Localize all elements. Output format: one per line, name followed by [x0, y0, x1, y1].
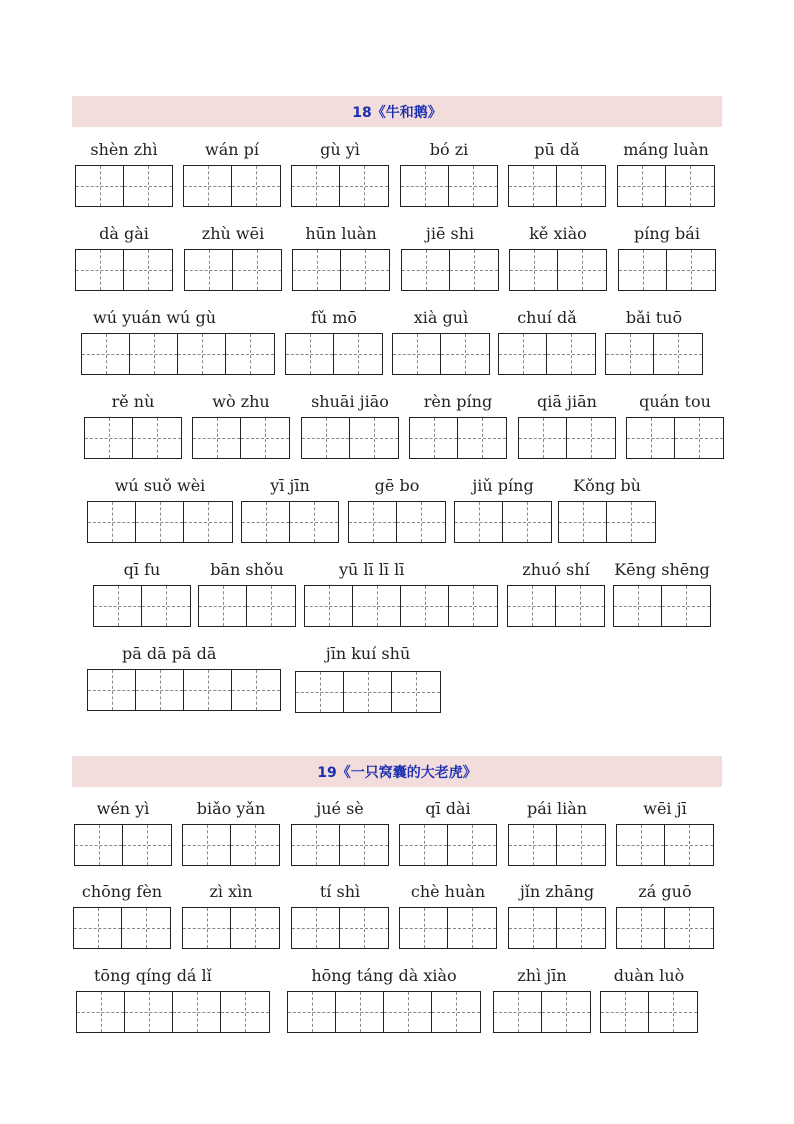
pinyin-label: tōng qíng dá lǐ: [94, 966, 212, 985]
character-boxes[interactable]: [182, 824, 280, 866]
character-boxes[interactable]: [399, 907, 497, 949]
pinyin-label: gē bo: [374, 476, 420, 495]
pinyin-label: wú yuán wú gù: [93, 308, 216, 327]
character-boxes[interactable]: [241, 501, 339, 543]
character-boxes[interactable]: [558, 501, 656, 543]
character-boxes[interactable]: [509, 249, 607, 291]
character-boxes[interactable]: [291, 165, 389, 207]
character-boxes[interactable]: [285, 333, 383, 375]
word-row: [72, 476, 732, 556]
character-boxes[interactable]: [87, 669, 281, 711]
character-boxes[interactable]: [74, 824, 172, 866]
character-boxes[interactable]: [508, 907, 606, 949]
word-row: [72, 308, 732, 388]
character-boxes[interactable]: [81, 333, 275, 375]
character-boxes[interactable]: [616, 824, 714, 866]
pinyin-label: wò zhu: [212, 392, 270, 411]
pinyin-label: gù yì: [320, 140, 360, 159]
character-boxes[interactable]: [399, 824, 497, 866]
pinyin-label: zhuó shí: [522, 560, 590, 579]
pinyin-label: yū lī lī lī: [339, 560, 405, 579]
word-row: [72, 799, 732, 879]
pinyin-label: shèn zhì: [90, 140, 158, 159]
word-row: [72, 966, 732, 1046]
pinyin-label: yī jīn: [270, 476, 310, 495]
character-boxes[interactable]: [400, 165, 498, 207]
character-boxes[interactable]: [73, 907, 171, 949]
character-boxes[interactable]: [498, 333, 596, 375]
character-boxes[interactable]: [301, 417, 399, 459]
pinyin-label: chè huàn: [410, 882, 486, 901]
pinyin-label: qī fu: [123, 560, 161, 579]
character-boxes[interactable]: [184, 249, 282, 291]
character-boxes[interactable]: [617, 165, 715, 207]
word-row: [72, 392, 732, 472]
character-boxes[interactable]: [291, 824, 389, 866]
pinyin-label: bān shǒu: [210, 560, 284, 579]
character-boxes[interactable]: [508, 824, 606, 866]
pinyin-label: jué sè: [316, 799, 364, 818]
character-boxes[interactable]: [192, 417, 290, 459]
word-row: [72, 140, 732, 220]
character-boxes[interactable]: [75, 249, 173, 291]
pinyin-label: Kēng shēng: [614, 560, 710, 579]
character-boxes[interactable]: [518, 417, 616, 459]
pinyin-label: shuāi jiāo: [311, 392, 389, 411]
pinyin-label: fǔ mō: [310, 308, 358, 327]
character-boxes[interactable]: [182, 907, 280, 949]
pinyin-label: máng luàn: [623, 140, 709, 159]
pinyin-label: zhì jīn: [517, 966, 567, 985]
pinyin-label: duàn luò: [613, 966, 685, 985]
character-boxes[interactable]: [93, 585, 191, 627]
character-boxes[interactable]: [75, 165, 173, 207]
pinyin-label: quán tou: [639, 392, 711, 411]
section-title: 18《牛和鹅》: [72, 96, 722, 127]
pinyin-label: tí shì: [319, 882, 361, 901]
pinyin-label: bǎi tuō: [625, 308, 683, 327]
pinyin-label: wēi jī: [643, 799, 687, 818]
character-boxes[interactable]: [183, 165, 281, 207]
character-boxes[interactable]: [618, 249, 716, 291]
pinyin-label: jǐn zhāng: [519, 882, 595, 901]
pinyin-label: kě xiào: [529, 224, 587, 243]
pinyin-label: rèn píng: [423, 392, 493, 411]
character-boxes[interactable]: [84, 417, 182, 459]
pinyin-label: rě nù: [111, 392, 155, 411]
pinyin-label: qī dài: [425, 799, 471, 818]
character-boxes[interactable]: [401, 249, 499, 291]
character-boxes[interactable]: [348, 501, 446, 543]
word-row: [72, 882, 732, 962]
pinyin-label: zá guō: [638, 882, 692, 901]
pinyin-label: jīn kuí shū: [325, 644, 411, 663]
pinyin-label: biǎo yǎn: [196, 799, 266, 818]
character-boxes[interactable]: [87, 501, 233, 543]
pinyin-label: pū dǎ: [534, 140, 580, 159]
word-row: [72, 224, 732, 304]
pinyin-label: hōng táng dà xiào: [311, 966, 457, 985]
pinyin-label: zhù wēi: [201, 224, 265, 243]
character-boxes[interactable]: [507, 585, 605, 627]
character-boxes[interactable]: [287, 991, 481, 1033]
character-boxes[interactable]: [304, 585, 498, 627]
word-row: [72, 644, 732, 724]
character-boxes[interactable]: [392, 333, 490, 375]
pinyin-label: bó zi: [429, 140, 469, 159]
character-boxes[interactable]: [605, 333, 703, 375]
pinyin-label: Kǒng bù: [573, 476, 641, 495]
pinyin-label: qiā jiān: [537, 392, 597, 411]
pinyin-label: wán pí: [205, 140, 259, 159]
character-boxes[interactable]: [508, 165, 606, 207]
character-boxes[interactable]: [76, 991, 270, 1033]
pinyin-label: dà gài: [99, 224, 149, 243]
pinyin-label: xià guì: [413, 308, 469, 327]
character-boxes[interactable]: [493, 991, 591, 1033]
character-boxes[interactable]: [295, 671, 441, 713]
character-boxes[interactable]: [454, 501, 552, 543]
pinyin-label: chōng fèn: [81, 882, 163, 901]
character-boxes[interactable]: [600, 991, 698, 1033]
character-boxes[interactable]: [292, 249, 390, 291]
character-boxes[interactable]: [616, 907, 714, 949]
pinyin-label: chuí dǎ: [517, 308, 577, 327]
word-row: [72, 560, 732, 640]
character-boxes[interactable]: [613, 585, 711, 627]
pinyin-label: hūn luàn: [305, 224, 377, 243]
pinyin-label: jiǔ píng: [472, 476, 534, 495]
character-boxes[interactable]: [626, 417, 724, 459]
pinyin-label: pā dā pā dā: [122, 644, 217, 663]
pinyin-label: pái liàn: [526, 799, 588, 818]
pinyin-label: jiē shi: [425, 224, 475, 243]
character-boxes[interactable]: [409, 417, 507, 459]
pinyin-label: wén yì: [96, 799, 150, 818]
pinyin-label: píng bái: [634, 224, 700, 243]
pinyin-label: zì xìn: [209, 882, 253, 901]
character-boxes[interactable]: [198, 585, 296, 627]
pinyin-label: wú suǒ wèi: [114, 476, 206, 495]
section-title: 19《一只窝囊的大老虎》: [72, 756, 722, 787]
character-boxes[interactable]: [291, 907, 389, 949]
